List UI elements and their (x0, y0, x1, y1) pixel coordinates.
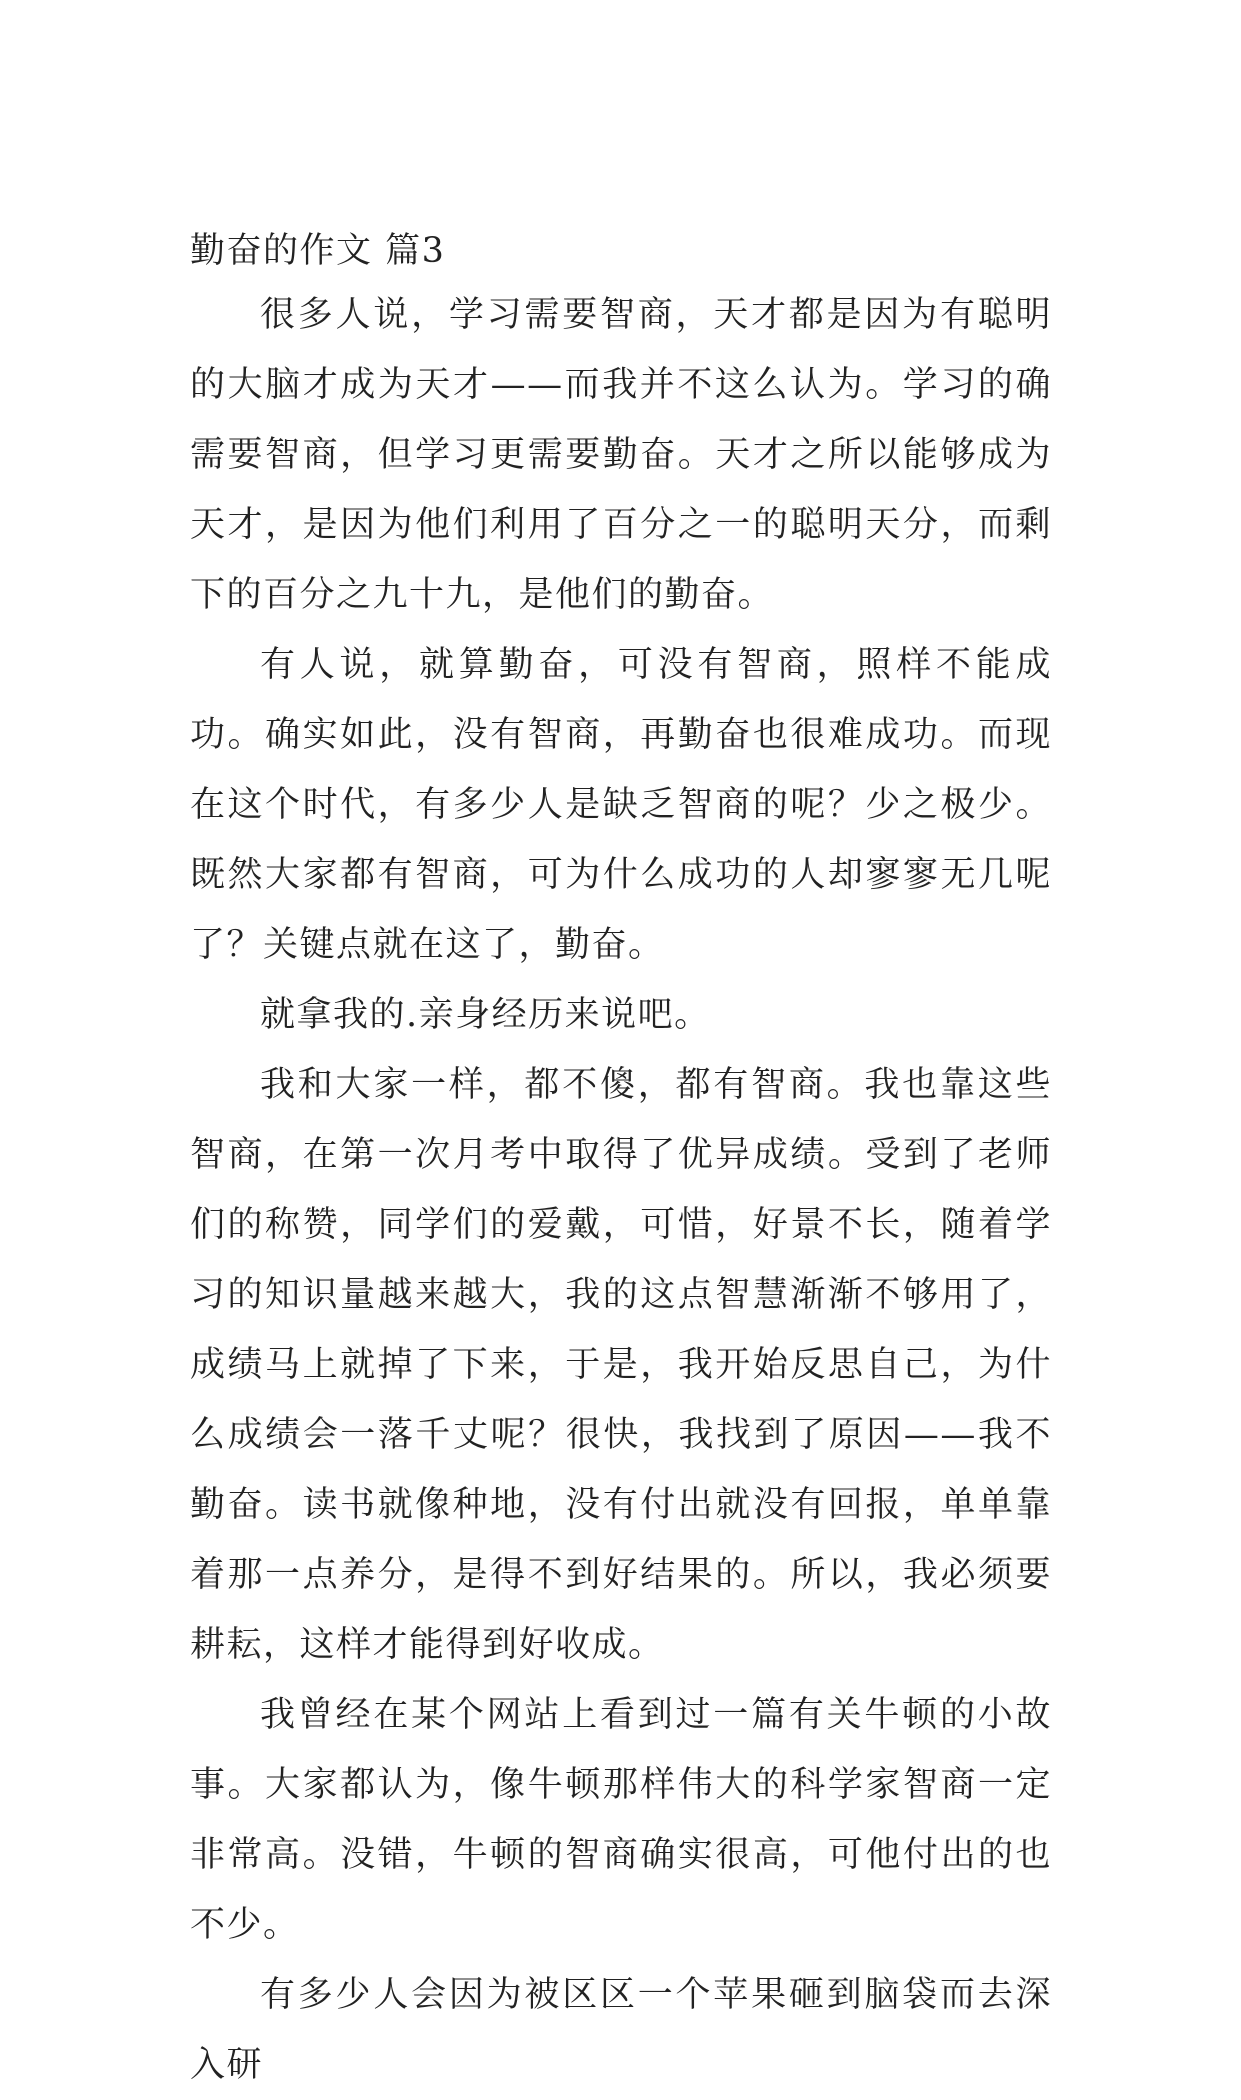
paragraph-2: 有人说，就算勤奋，可没有智商，照样不能成功。确实如此，没有智商，再勤奋也很难成功。而现在这个时代，有多少人是缺乏智商的呢？少之极少。既然大家都有智商，可为什么成功的人却寥寥无几呢了？关键点就在这了，勤奋。 (190, 645, 1052, 965)
document-title: 勤奋的作文 篇3 (190, 231, 446, 271)
paragraph-3: 就拿我的.亲身经历来说吧。 (260, 995, 711, 1035)
paragraph-5: 我曾经在某个网站上看到过一篇有关牛顿的小故事。大家都认为，像牛顿那样伟大的科学家智商一定非常高。没错，牛顿的智商确实很高，可他付出的也不少。 (190, 1695, 1052, 1945)
document-body (190, 222, 1052, 2100)
paragraph-4: 我和大家一样，都不傻，都有智商。我也靠这些智商，在第一次月考中取得了优异成绩。受到了老师们的称赞，同学们的爱戴，可惜，好景不长，随着学习的知识量越来越大，我的这点智慧渐渐不够用了，成绩马上就掉了下来，于是，我开始反思自己，为什么成绩会一落千丈呢？很快，我找到了原因——我不勤奋。读书就像种地，没有付出就没有回报，单单靠着那一点养分，是得不到好结果的。所以，我必须要耕耘，这样才能得到好收成。 (190, 1065, 1052, 1665)
paragraph-1: 很多人说，学习需要智商，天才都是因为有聪明的大脑才成为天才——而我并不这么认为。学习的确需要智商，但学习更需要勤奋。天才之所以能够成为天才，是因为他们利用了百分之一的聪明天分，而剩下的百分之九十九，是他们的勤奋。 (190, 295, 1052, 615)
paragraph-6: 有多少人会因为被区区一个苹果砸到脑袋而去深入研 (190, 1975, 1052, 2085)
